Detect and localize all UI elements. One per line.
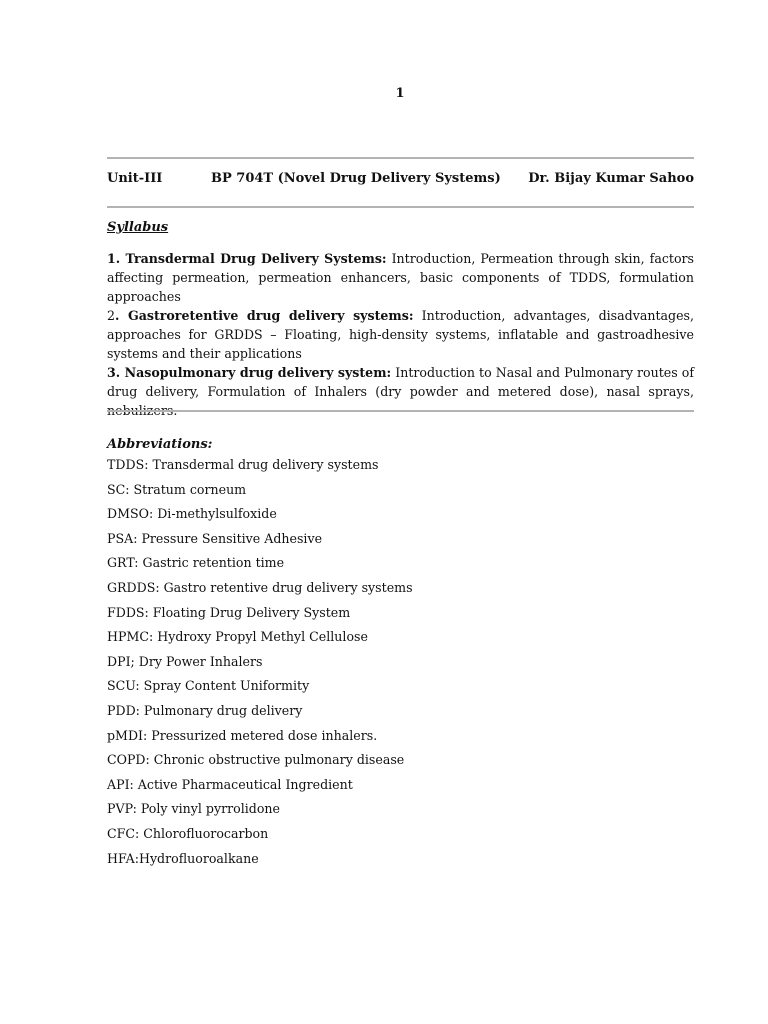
abbreviation-item: API: Active Pharmaceutical Ingredient bbox=[107, 776, 353, 792]
author-name: Dr. Bijay Kumar Sahoo bbox=[528, 171, 694, 186]
syllabus-body bbox=[107, 249, 694, 420]
abbreviations-heading: Abbreviations: bbox=[107, 437, 213, 452]
syllabus-item-heading: 1. Transdermal Drug Delivery Systems: bbox=[107, 251, 387, 266]
abbreviation-item: COPD: Chronic obstructive pulmonary disease bbox=[107, 752, 405, 768]
unit-label: Unit-III bbox=[107, 171, 163, 186]
abbreviation-item: GRT: Gastric retention time bbox=[107, 555, 285, 571]
abbreviation-item: TDDS: Transdermal drug delivery systems bbox=[107, 457, 379, 472]
page-number: 1 bbox=[395, 86, 405, 101]
syllabus-item-text: Introduction, advantages, disadvantages, approaches for GRDDS – Floating, high-density systems, inflatable and gastroadhesive systems and their applications bbox=[107, 308, 695, 361]
syllabus-item-text: Introduction to Nasal and Pulmonary routes of drug delivery, Formulation of Inhalers (dry powder and metered dose), nasal sprays, nebulizers. bbox=[107, 365, 695, 418]
abbreviation-item: SC: Stratum corneum bbox=[107, 481, 247, 497]
abbreviation-item: HFA:Hydrofluoroalkane bbox=[107, 850, 259, 866]
syllabus-item-number: 2 bbox=[107, 308, 116, 323]
syllabus-bottom-rule bbox=[107, 410, 694, 412]
course-title: BP 704T (Novel Drug Delivery Systems) bbox=[211, 171, 501, 186]
abbreviation-item: SCU: Spray Content Uniformity bbox=[107, 678, 310, 694]
abbreviations-list bbox=[107, 456, 694, 874]
header-bottom-rule bbox=[107, 206, 694, 208]
abbreviation-item: FDDS: Floating Drug Delivery System bbox=[107, 604, 351, 620]
abbreviation-item: pMDI: Pressurized metered dose inhalers. bbox=[107, 727, 378, 743]
abbreviation-item: DMSO: Di-methylsulfoxide bbox=[107, 506, 277, 522]
abbreviation-item: CFC: Chlorofluorocarbon bbox=[107, 825, 269, 841]
abbreviation-item: GRDDS: Gastro retentive drug delivery systems bbox=[107, 579, 413, 595]
syllabus-item bbox=[107, 249, 694, 306]
abbreviation-item: DPI; Dry Power Inhalers bbox=[107, 653, 263, 669]
syllabus-item-text: Introduction, Permeation through skin, factors affecting permeation, permeation enhancers, basic components of TDDS, formulation approaches bbox=[107, 251, 695, 304]
header-top-rule bbox=[107, 157, 694, 159]
abbreviation-item: PDD: Pulmonary drug delivery bbox=[107, 702, 303, 718]
syllabus-item-heading: . Gastroretentive drug delivery systems: bbox=[115, 308, 414, 323]
abbreviation-item: PSA: Pressure Sensitive Adhesive bbox=[107, 530, 323, 546]
abbreviation-item: PVP: Poly vinyl pyrrolidone bbox=[107, 801, 280, 817]
syllabus-item bbox=[107, 306, 694, 363]
syllabus-heading: Syllabus bbox=[107, 220, 169, 235]
abbreviation-item: HPMC: Hydroxy Propyl Methyl Cellulose bbox=[107, 629, 368, 645]
syllabus-item-heading: 3. Nasopulmonary drug delivery system: bbox=[107, 365, 392, 380]
